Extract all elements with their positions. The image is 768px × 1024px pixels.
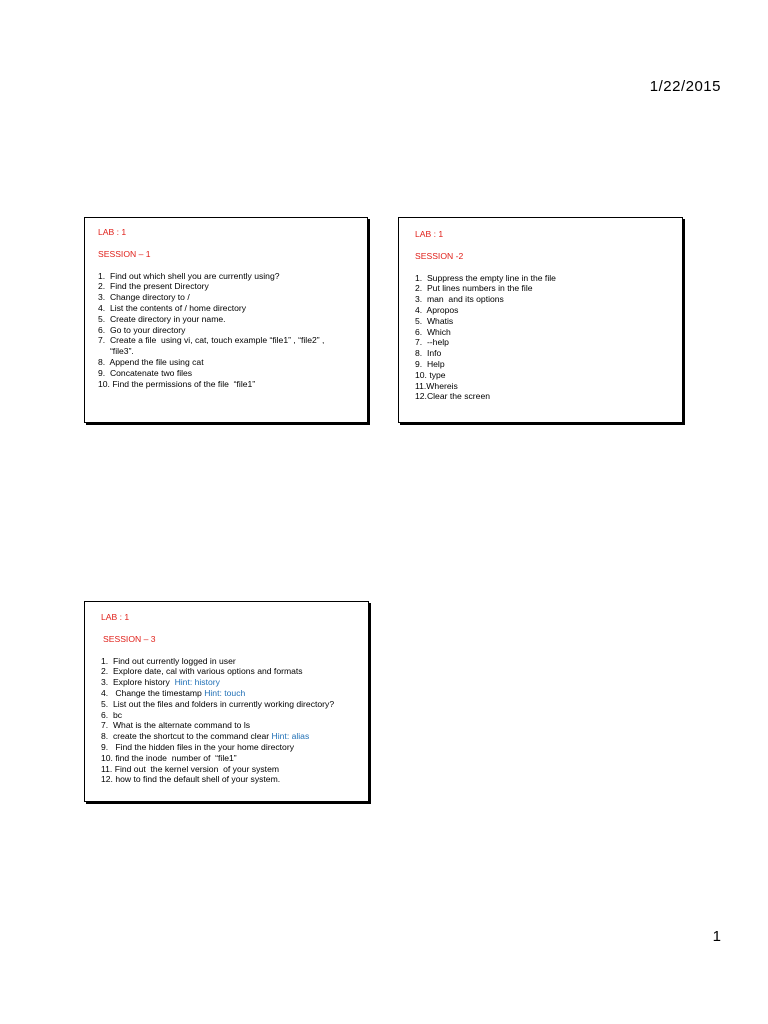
- task-text: 3. Change directory to /: [98, 292, 190, 303]
- session-title: SESSION -2: [415, 250, 464, 261]
- task-item: [101, 688, 368, 699]
- task-item: [415, 381, 682, 392]
- task-item: [415, 359, 682, 370]
- task-text: 7. Create a file using vi, cat, touch example “file1” , “file2” ,: [98, 335, 325, 346]
- task-text: 5. Whatis: [415, 315, 454, 326]
- task-item: [101, 764, 368, 775]
- hint-text: Hint: history: [174, 677, 220, 688]
- task-text: 4. Apropos: [415, 304, 459, 315]
- slide-session-2: [398, 217, 683, 423]
- task-item: [415, 348, 682, 359]
- task-item: [98, 271, 367, 282]
- task-text: 9. Find the hidden files in the your home directory: [101, 741, 294, 752]
- task-list: [98, 271, 367, 390]
- task-item: [415, 391, 682, 402]
- task-item: [98, 357, 367, 368]
- task-text: 8. create the shortcut to the command clear: [101, 731, 272, 742]
- task-text: 11.Whereis: [415, 380, 458, 391]
- task-item: [101, 731, 368, 742]
- task-text: 6. Go to your directory: [98, 324, 186, 335]
- task-text: 2. Explore date, cal with various options and formats: [101, 666, 303, 677]
- task-text: 11. Find out the kernel version of your system: [101, 763, 280, 774]
- task-item: [101, 742, 368, 753]
- task-text: 9. Help: [415, 358, 445, 369]
- task-item: [98, 346, 367, 357]
- task-text: 10. type: [415, 369, 446, 380]
- task-text: 8. Append the file using cat: [98, 356, 204, 367]
- task-text: 9. Concatenate two files: [98, 367, 193, 378]
- session-title: SESSION – 3: [103, 633, 156, 644]
- task-text: 8. Info: [415, 348, 442, 359]
- task-text: 3. man and its options: [415, 294, 504, 305]
- task-item: [101, 753, 368, 764]
- task-text: 5. List out the files and folders in currently working directory?: [101, 698, 335, 709]
- task-item: [415, 327, 682, 338]
- task-item: [101, 710, 368, 721]
- task-text: 1. Suppress the empty line in the file: [415, 272, 556, 283]
- task-item: [101, 699, 368, 710]
- lab-title: LAB : 1: [415, 229, 444, 239]
- task-item: [415, 273, 682, 284]
- document-date: 1/22/2015: [649, 78, 721, 95]
- hint-text: Hint: touch: [204, 687, 246, 698]
- task-text: 10. find the inode number of “file1”: [101, 752, 237, 763]
- task-text: 7. What is the alternate command to ls: [101, 720, 251, 731]
- task-text: 12.Clear the screen: [415, 391, 490, 402]
- task-item: [415, 283, 682, 294]
- task-item: [98, 314, 367, 325]
- task-list: [415, 273, 682, 403]
- task-text: 12. how to find the default shell of your system.: [101, 774, 281, 785]
- task-text: 7. --help: [415, 337, 449, 348]
- task-text: 1. Find out currently logged in user: [101, 655, 236, 666]
- task-text: 4. Change the timestamp: [101, 687, 205, 698]
- task-text: 3. Explore history: [101, 677, 175, 688]
- task-item: [101, 666, 368, 677]
- task-item: [415, 316, 682, 327]
- lab-title: LAB : 1: [98, 227, 127, 237]
- session-title: SESSION – 1: [98, 248, 151, 259]
- task-text: 4. List the contents of / home directory: [98, 302, 247, 313]
- task-item: [98, 292, 367, 303]
- task-item: [415, 370, 682, 381]
- task-text: 5. Create directory in your name.: [98, 313, 226, 324]
- slide-session-1: [84, 217, 368, 423]
- task-item: [415, 294, 682, 305]
- task-item: [101, 774, 368, 785]
- task-item: [415, 305, 682, 316]
- task-item: [98, 303, 367, 314]
- task-item: [98, 379, 367, 390]
- task-text: 6. bc: [101, 709, 123, 720]
- task-item: [101, 656, 368, 667]
- slide-session-3: [84, 601, 369, 802]
- task-item: [415, 337, 682, 348]
- task-text: “file3”.: [98, 346, 134, 357]
- task-text: 10. Find the permissions of the file “file1”: [98, 378, 256, 389]
- task-list: [101, 656, 368, 786]
- task-text: 6. Which: [415, 326, 451, 337]
- task-text: 2. Put lines numbers in the file: [415, 283, 533, 294]
- task-text: 2. Find the present Directory: [98, 281, 209, 292]
- task-item: [101, 677, 368, 688]
- lab-title: LAB : 1: [101, 612, 130, 622]
- hint-text: Hint: alias: [271, 731, 310, 742]
- task-item: [98, 325, 367, 336]
- page-number: 1: [712, 928, 721, 945]
- task-text: 1. Find out which shell you are currently using?: [98, 270, 280, 281]
- task-item: [98, 281, 367, 292]
- task-item: [101, 720, 368, 731]
- task-item: [98, 368, 367, 379]
- task-item: [98, 335, 367, 346]
